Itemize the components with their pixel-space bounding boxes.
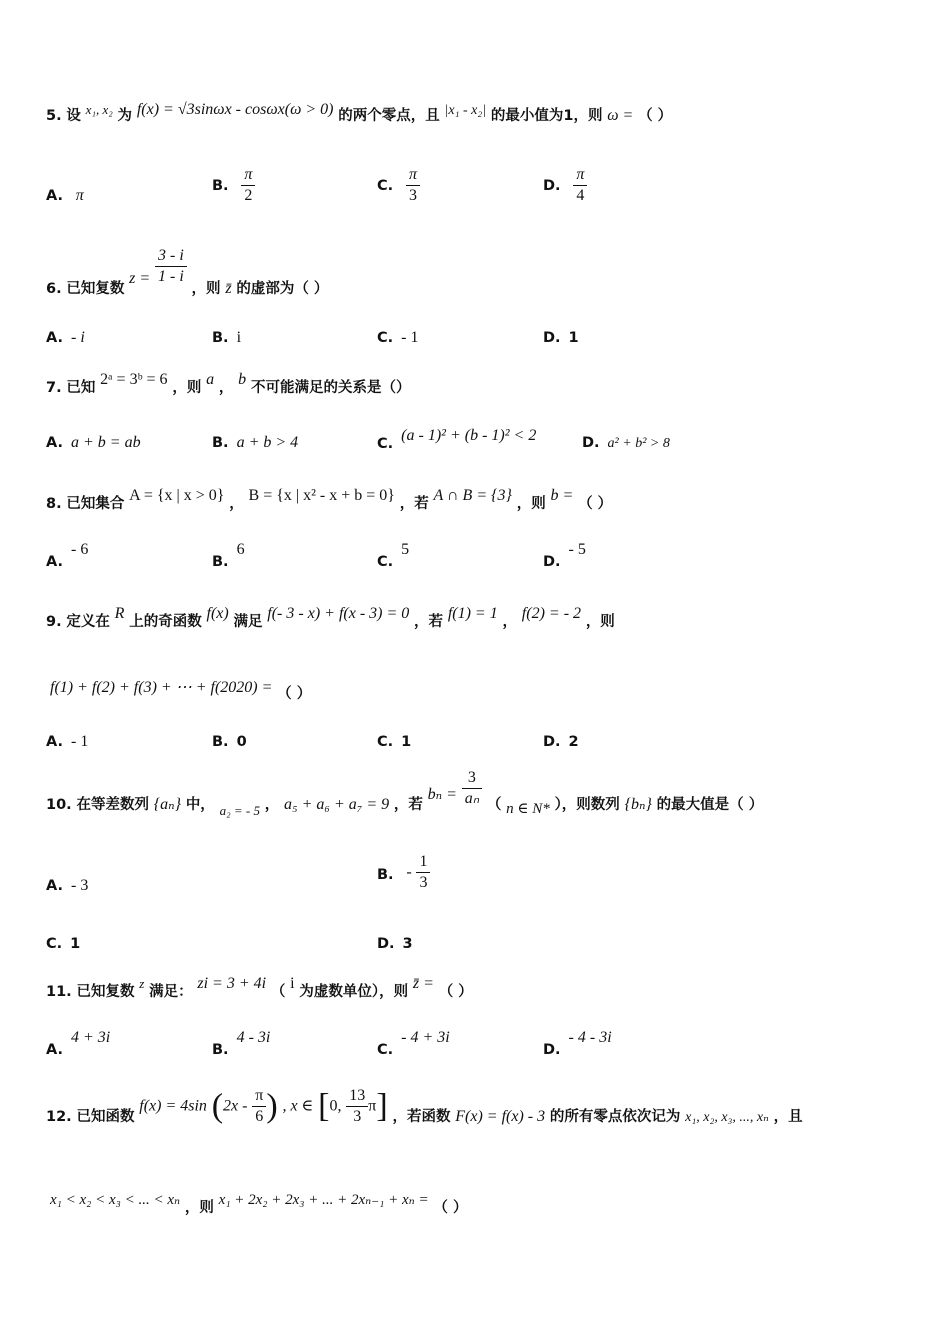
q9-option-c[interactable]: C. 1 xyxy=(377,734,412,750)
question-9: 9. 定义在 R 上的奇函数 f(x) 满足 f(- 3 - x) + f(x - 3) = 0 ，若 f(1) = 1 ， f(2) = - 2 ，则 xyxy=(46,605,615,630)
q10-option-d[interactable]: D. 3 xyxy=(377,936,413,952)
fraction: $\frac{\pi}{2}$ xyxy=(241,165,255,206)
q6-option-d[interactable]: D. 1 xyxy=(543,330,579,346)
fraction: $\frac{3}{\text{aₙ}}$ xyxy=(462,768,482,809)
fraction: $\frac{3 - i}{1 - i}$ xyxy=(155,246,187,287)
question-8: 8. 已知集合 A = {x | x > 0} ， B = {x | x² - x + b = 0} ，若 A ∩ B = {3} ，则 b = （ ） xyxy=(46,487,613,512)
q6-option-a[interactable]: A. - i xyxy=(46,329,85,346)
q6-option-b[interactable]: B. i xyxy=(212,329,242,346)
question-5: 5. 设 x₁, x₂ 为 f(x) = √3sinωx - cosωx(ω > 0) 的两个零点，且 |x₁ - x₂| 的最小值为1，则 ω = （ ） xyxy=(46,101,673,124)
question-7: 7. 已知 2ᵃ = 3ᵇ = 6 ，则 a ， b 不可能满足的关系是（） xyxy=(46,371,411,396)
q9-option-a[interactable]: A. - 1 xyxy=(46,733,89,750)
fraction: $\frac{13}{3}$ xyxy=(346,1086,368,1127)
q9-option-d[interactable]: D. 2 xyxy=(543,734,579,750)
q7-option-d[interactable]: D. a² + b² > 8 xyxy=(582,435,670,451)
q5-option-b[interactable]: B. $\frac{\pi}{2}$ xyxy=(212,165,255,206)
q11-option-a[interactable]: A.4 + 3i xyxy=(46,1029,111,1058)
q11-option-c[interactable]: C.- 4 + 3i xyxy=(377,1029,450,1058)
q8-option-c[interactable]: C.5 xyxy=(377,541,410,570)
q10-option-b[interactable]: B. - $\frac{1}{3}$ xyxy=(377,852,430,893)
fraction: $\frac{\pi}{3}$ xyxy=(406,165,420,206)
q8-option-d[interactable]: D.- 5 xyxy=(543,541,586,570)
q8-option-b[interactable]: B.6 xyxy=(212,541,245,570)
question-12-line-2: x₁ < x₂ < x₃ < ... < xₙ ，则 x₁ + 2x₂ + 2x₃ + ... + 2xₙ₋₁ + xₙ = （ ） xyxy=(50,1192,468,1216)
q7-option-a[interactable]: A. a + b = ab xyxy=(46,434,141,451)
q11-option-b[interactable]: B.4 - 3i xyxy=(212,1029,271,1058)
question-12: 12. 已知函数 f(x) = 4sin (2x - $\frac{\pi}{6}$ ) , x ∈ [0, $\frac{13}{3}$ π] ，若函数 F(x) = f(x) - 3 的所有零点依次记为 x₁, x₂, x₃, ..., xₙ ，且 xyxy=(46,1087,803,1125)
question-9-line-2: f(1) + f(2) + f(3) + ⋯ + f(2020) = （ ） xyxy=(50,679,312,702)
q5-option-a[interactable]: A. π xyxy=(46,187,84,204)
q8-option-a[interactable]: A.- 6 xyxy=(46,541,89,570)
question-10: 10. 在等差数列 {aₙ} 中， a₂ = - 5 ， a₅ + a₆ + a₇ = 9 ，若 bₙ = $\frac{3}{\text{aₙ}}$ （ n ∈ N* ），则数列 {bₙ} 的最大值是（ ） xyxy=(46,769,764,818)
q9-option-b[interactable]: B. 0 xyxy=(212,734,247,750)
q6-option-c[interactable]: C. - 1 xyxy=(377,329,419,346)
q5-option-c[interactable]: C. $\frac{\pi}{3}$ xyxy=(377,165,420,206)
q10-option-c[interactable]: C. 1 xyxy=(46,936,81,952)
q7-option-b[interactable]: B. a + b > 4 xyxy=(212,434,299,451)
question-6: 6. 已知复数 z = $\frac{3 - i}{1 - i}$ ，则 z̄ 的虚部为（ ） xyxy=(46,247,329,297)
fraction: $\frac{1}{3}$ xyxy=(416,852,430,893)
fraction: $\frac{\pi}{6}$ xyxy=(252,1086,266,1127)
q11-option-d[interactable]: D.- 4 - 3i xyxy=(543,1029,612,1058)
question-11: 11. 已知复数 z 满足： zi = 3 + 4i （ i 为虚数单位），则 z̄ = （ ） xyxy=(46,975,473,1000)
q5-option-d[interactable]: D. $\frac{\pi}{4}$ xyxy=(543,165,587,206)
fraction: $\frac{\pi}{4}$ xyxy=(573,165,587,206)
q7-option-c[interactable]: C. (a - 1)² + (b - 1)² < 2 xyxy=(377,427,537,452)
q10-option-a[interactable]: A. - 3 xyxy=(46,877,89,894)
